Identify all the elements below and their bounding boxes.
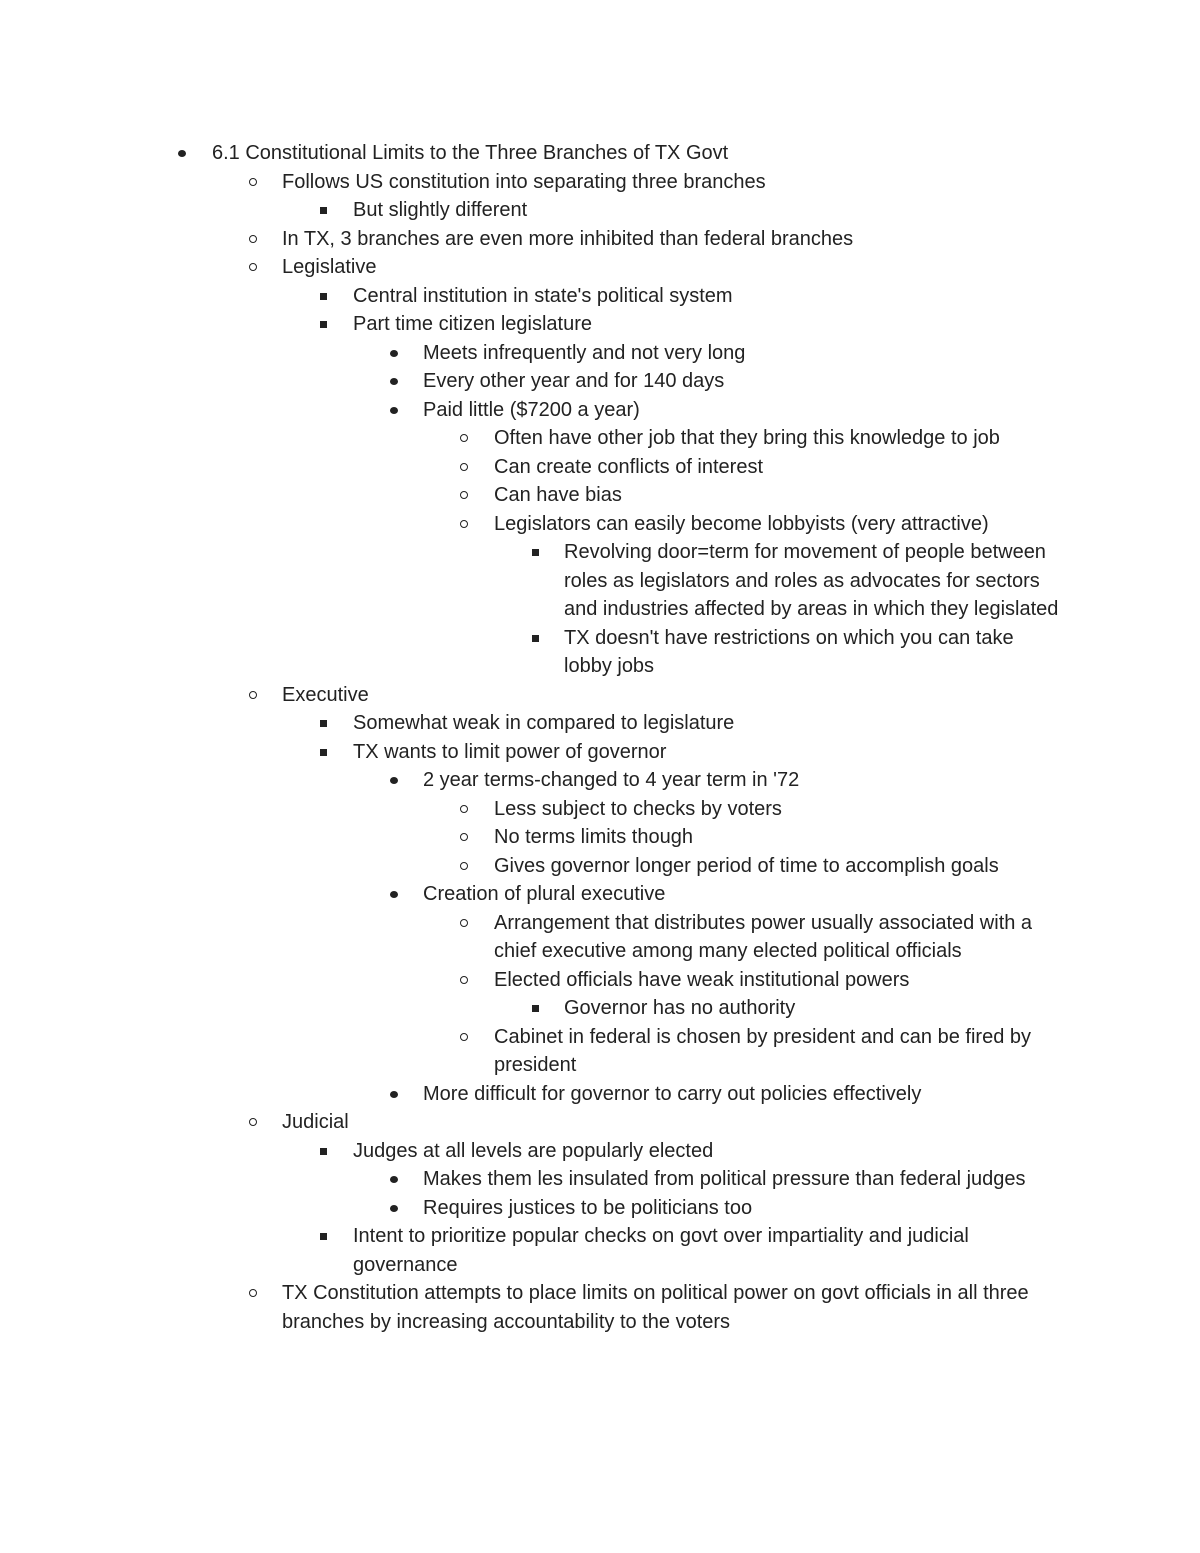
outline-item-text: Often have other job that they bring this knowledge to job (494, 427, 1000, 449)
outline-item-text: Creation of plural executive (423, 883, 666, 905)
square-bullet-icon (529, 624, 543, 653)
circle-bullet-icon (458, 1023, 472, 1052)
outline-item-text: No terms limits though (494, 826, 693, 848)
square-bullet-icon (317, 738, 331, 767)
outline-item (0, 225, 1062, 254)
outline-item-text: Arrangement that distributes power usually associated with a chief executive among many elected political officials (494, 911, 1033, 962)
outline-item (0, 1023, 1062, 1080)
circle-bullet-icon (458, 966, 472, 995)
square-bullet-icon (529, 994, 543, 1023)
outline-item (0, 1137, 1062, 1166)
square-bullet-icon (317, 196, 331, 225)
outline-item (0, 1165, 1062, 1194)
outline-item (0, 766, 1062, 795)
disc-bullet-icon (388, 396, 402, 425)
outline-item (0, 453, 1062, 482)
circle-bullet-icon (458, 909, 472, 938)
outline-item-text: Elected officials have weak institutional powers (494, 968, 910, 991)
outline-item-text: Governor has no authority (564, 997, 796, 1019)
outline-item (0, 339, 1062, 368)
outline-item-text: In TX, 3 branches are even more inhibited than federal branches (282, 227, 854, 250)
circle-bullet-icon (458, 510, 472, 539)
outline-item-text: Makes them les insulated from political pressure than federal judges (423, 1168, 1026, 1190)
outline-item (0, 1108, 1062, 1137)
outline-item (0, 168, 1062, 197)
disc-bullet-icon (176, 139, 190, 168)
outline-item-text: Meets infrequently and not very long (423, 341, 746, 364)
circle-bullet-icon (247, 225, 261, 254)
outline-item-text: Gives governor longer period of time to accomplish goals (494, 854, 999, 877)
outline-item-text: Cabinet in federal is chosen by president and can be fired by president (494, 1025, 1032, 1076)
outline-item-text: Requires justices to be politicians too (423, 1196, 753, 1219)
circle-bullet-icon (458, 823, 472, 852)
square-bullet-icon (317, 282, 331, 311)
outline-item (0, 367, 1062, 396)
disc-bullet-icon (388, 880, 402, 909)
outline-item (0, 253, 1062, 282)
outline-item-text: Legislators can easily become lobbyists (very attractive) (494, 512, 989, 535)
outline-item-text: TX doesn't have restrictions on which you can take lobby jobs (564, 626, 1014, 677)
outline-item (0, 709, 1062, 738)
outline-item-text: Part time citizen legislature (353, 313, 592, 335)
circle-bullet-icon (247, 681, 261, 710)
outline-item-text: Central institution in state's political system (353, 284, 733, 307)
outline-item-text: Intent to prioritize popular checks on govt over impartiality and judicial governance (353, 1225, 969, 1276)
outline-item (0, 738, 1062, 767)
outline-item (0, 396, 1062, 425)
outline-item (0, 1194, 1062, 1223)
outline-item-text: 6.1 Constitutional Limits to the Three Branches of TX Govt (212, 142, 729, 164)
square-bullet-icon (529, 538, 543, 567)
disc-bullet-icon (388, 1194, 402, 1223)
outline-item (0, 1222, 1062, 1279)
circle-bullet-icon (458, 795, 472, 824)
outline-item-text: Can have bias (494, 484, 622, 506)
outline-item (0, 481, 1062, 510)
outline-item (0, 966, 1062, 995)
square-bullet-icon (317, 709, 331, 738)
outline-item (0, 424, 1062, 453)
circle-bullet-icon (458, 424, 472, 453)
circle-bullet-icon (247, 168, 261, 197)
square-bullet-icon (317, 1222, 331, 1251)
square-bullet-icon (317, 1137, 331, 1166)
outline-item (0, 880, 1062, 909)
outline-item-text: Executive (282, 683, 369, 706)
outline-item-text: But slightly different (353, 199, 528, 221)
outline-item (0, 1080, 1062, 1109)
disc-bullet-icon (388, 766, 402, 795)
outline-item (0, 139, 1062, 168)
outline-item-text: Every other year and for 140 days (423, 370, 725, 392)
outline-item-text: 2 year terms-changed to 4 year term in '72 (423, 769, 800, 791)
outline-item (0, 510, 1062, 539)
outline-item-text: Judicial (282, 1111, 349, 1133)
outline-item (0, 681, 1062, 710)
outline-item-text: TX wants to limit power of governor (353, 740, 667, 763)
circle-bullet-icon (458, 481, 472, 510)
outline-item (0, 196, 1062, 225)
disc-bullet-icon (388, 1080, 402, 1109)
outline-item-text: Can create conflicts of interest (494, 455, 764, 478)
disc-bullet-icon (388, 1165, 402, 1194)
circle-bullet-icon (247, 253, 261, 282)
outline-item (0, 795, 1062, 824)
circle-bullet-icon (458, 453, 472, 482)
outline-item-text: More difficult for governor to carry out policies effectively (423, 1082, 922, 1105)
outline-item-text: Paid little ($7200 a year) (423, 398, 640, 421)
circle-bullet-icon (458, 852, 472, 881)
outline-item (0, 538, 1062, 624)
outline-item (0, 310, 1062, 339)
outline-item (0, 1279, 1062, 1336)
outline-item (0, 624, 1062, 681)
disc-bullet-icon (388, 367, 402, 396)
circle-bullet-icon (247, 1108, 261, 1137)
bulleted-outline (0, 139, 1200, 1336)
outline-item (0, 282, 1062, 311)
outline-item-text: TX Constitution attempts to place limits on political power on govt officials in all three branches by increasing accountability to the voters (282, 1282, 1029, 1333)
outline-item-text: Judges at all levels are popularly elected (353, 1139, 714, 1162)
outline-item-text: Less subject to checks by voters (494, 797, 782, 820)
outline-item (0, 994, 1062, 1023)
disc-bullet-icon (388, 339, 402, 368)
outline-item (0, 852, 1062, 881)
outline-item-text: Follows US constitution into separating three branches (282, 170, 766, 193)
outline-item-text: Legislative (282, 256, 377, 278)
outline-item-text: Somewhat weak in compared to legislature (353, 712, 735, 734)
circle-bullet-icon (247, 1279, 261, 1308)
outline-item (0, 823, 1062, 852)
outline-item-text: Revolving door=term for movement of people between roles as legislators and roles as advocates for sectors and industries affected by areas in which they legislated (564, 541, 1059, 620)
square-bullet-icon (317, 310, 331, 339)
outline-item (0, 909, 1062, 966)
